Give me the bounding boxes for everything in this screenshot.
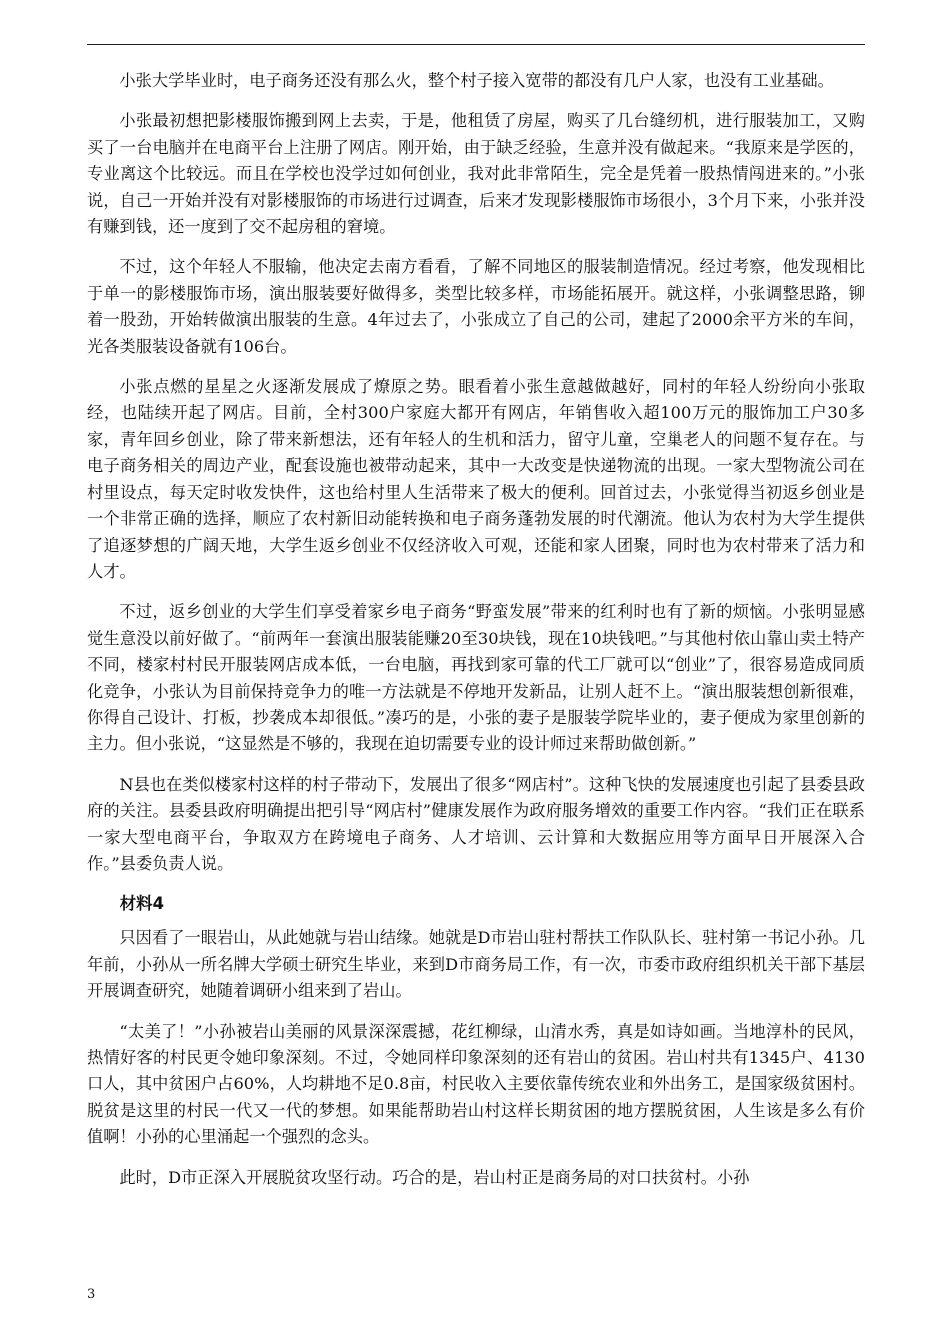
- paragraph: 小张点燃的星星之火逐渐发展成了燎原之势。眼看着小张生意越做越好，同村的年轻人纷纷向小张取经，也陆续开起了网店。目前，全村300户家庭大都开有网店，年销售收入超100万元的服饰加工户30多家，青年回乡创业，除了带来新想法，还有年轻人的生机和活力，留守儿童，空巢老人的问题不复存在。与电子商务相关的周边产业，配套设施也被带动起来，其中一大改变是快递物流的出现。一家大型物流公司在村里设点，每天定时收发快件，这也给村里人生活带来了极大的便利。回首过去，小张觉得当初返乡创业是一个非常正确的选择，顺应了农村新旧动能转换和电子商务蓬勃发展的时代潮流。他认为农村为大学生提供了追逐梦想的广阔天地，大学生返乡创业不仅经济收入可观，还能和家人团聚，同时也为农村带来了活力和人才。: [87, 377, 865, 581]
- section-heading: 材料4: [119, 894, 164, 914]
- paragraph: 此时，D市正深入开展脱贫攻坚行动。巧合的是，岩山村正是商务局的对口扶贫村。小孙: [119, 1167, 750, 1187]
- document-body: [87, 68, 865, 1205]
- paragraph: “太美了！”小孙被岩山美丽的风景深深震撼，花红柳绿，山清水秀，真是如诗如画。当地淳朴的民风，热情好客的村民更令她印象深刻。不过，令她同样印象深刻的还有岩山的贫困。岩山村共有1345户、4130口人，其中贫困户占60%，人均耕地不足0.8亩，村民收入主要依靠传统农业和外出务工，是国家级贫困村。脱贫是这里的村民一代又一代的梦想。如果能帮助岩山村这样长期贫困的地方摆脱贫困，人生该是多么有价值啊！小孙的心里涌起一个强烈的念头。: [87, 1021, 865, 1147]
- paragraph: 只因看了一眼岩山，从此她就与岩山结缘。她就是D市岩山驻村帮扶工作队队长、驻村第一书记小孙。几年前，小孙从一所名牌大学硕士研究生毕业，来到D市商务局工作，有一次，市委市政府组织机关干部下基层开展调查研究，她随着调研小组来到了岩山。: [87, 928, 865, 1001]
- paragraph: 小张最初想把影楼服饰搬到网上去卖，于是，他租赁了房屋，购买了几台缝纫机，进行服装加工，又购买了一台电脑并在电商平台上注册了网店。刚开始，由于缺乏经验，生意并没有做起来。“我原来是学医的，专业离这个比较远。而且在学校也没学过如何创业，我对此非常陌生，完全是凭着一股热情闯进来的。”小张说，自己一开始并没有对影楼服饰的市场进行过调查，后来才发现影楼服饰市场很小，3个月下来，小张并没有赚到钱，还一度到了交不起房租的窘境。: [87, 111, 865, 237]
- paragraph: 小张大学毕业时，电子商务还没有那么火，整个村子接入宽带的都没有几户人家，也没有工业基础。: [119, 71, 834, 90]
- paragraph: 不过，返乡创业的大学生们享受着家乡电子商务“野蛮发展”带来的红利时也有了新的烦恼。小张明显感觉生意没以前好做了。“前两年一套演出服装能赚20至30块钱，现在10块钱吧。”与其他村依山靠山卖土特产不同，楼家村村民开服装网店成本低，一台电脑，再找到家可靠的代工厂就可以“创业”了，很容易造成同质化竞争，小张认为目前保持竞争力的唯一方法就是不停地开发新品，让别人赶不上。“演出服装想创新很难，你得自己设计、打板，抄袭成本却很低。”凑巧的是，小张的妻子是服装学院毕业的，妻子便成为家里创新的主力。但小张说，“这显然是不够的，我现在迫切需要专业的设计师过来帮助做创新。”: [87, 602, 865, 754]
- paragraph: N县也在类似楼家村这样的村子带动下，发展出了很多“网店村”。这种飞快的发展速度也引起了县委县政府的关注。县委县政府明确提出把引导“网店村”健康发展作为政府服务增效的重要工作内容。“我们正在联系一家大型电商平台，争取双方在跨境电子商务、人才培训、云计算和大数据应用等方面早日开展深入合作。”县委负责人说。: [87, 774, 865, 873]
- paragraph: 不过，这个年轻人不服输，他决定去南方看看，了解不同地区的服装制造情况。经过考察，他发现相比于单一的影楼服饰市场，演出服装要好做得多，类型比较多样，市场能拓展开。就这样，小张调整思路，铆着一股劲，开始转做演出服装的生意。4年过去了，小张成立了自己的公司，建起了2000余平方米的车间，光各类服装设备就有106台。: [87, 257, 865, 356]
- header-rule: [87, 44, 865, 45]
- page-number: 3: [87, 1287, 96, 1302]
